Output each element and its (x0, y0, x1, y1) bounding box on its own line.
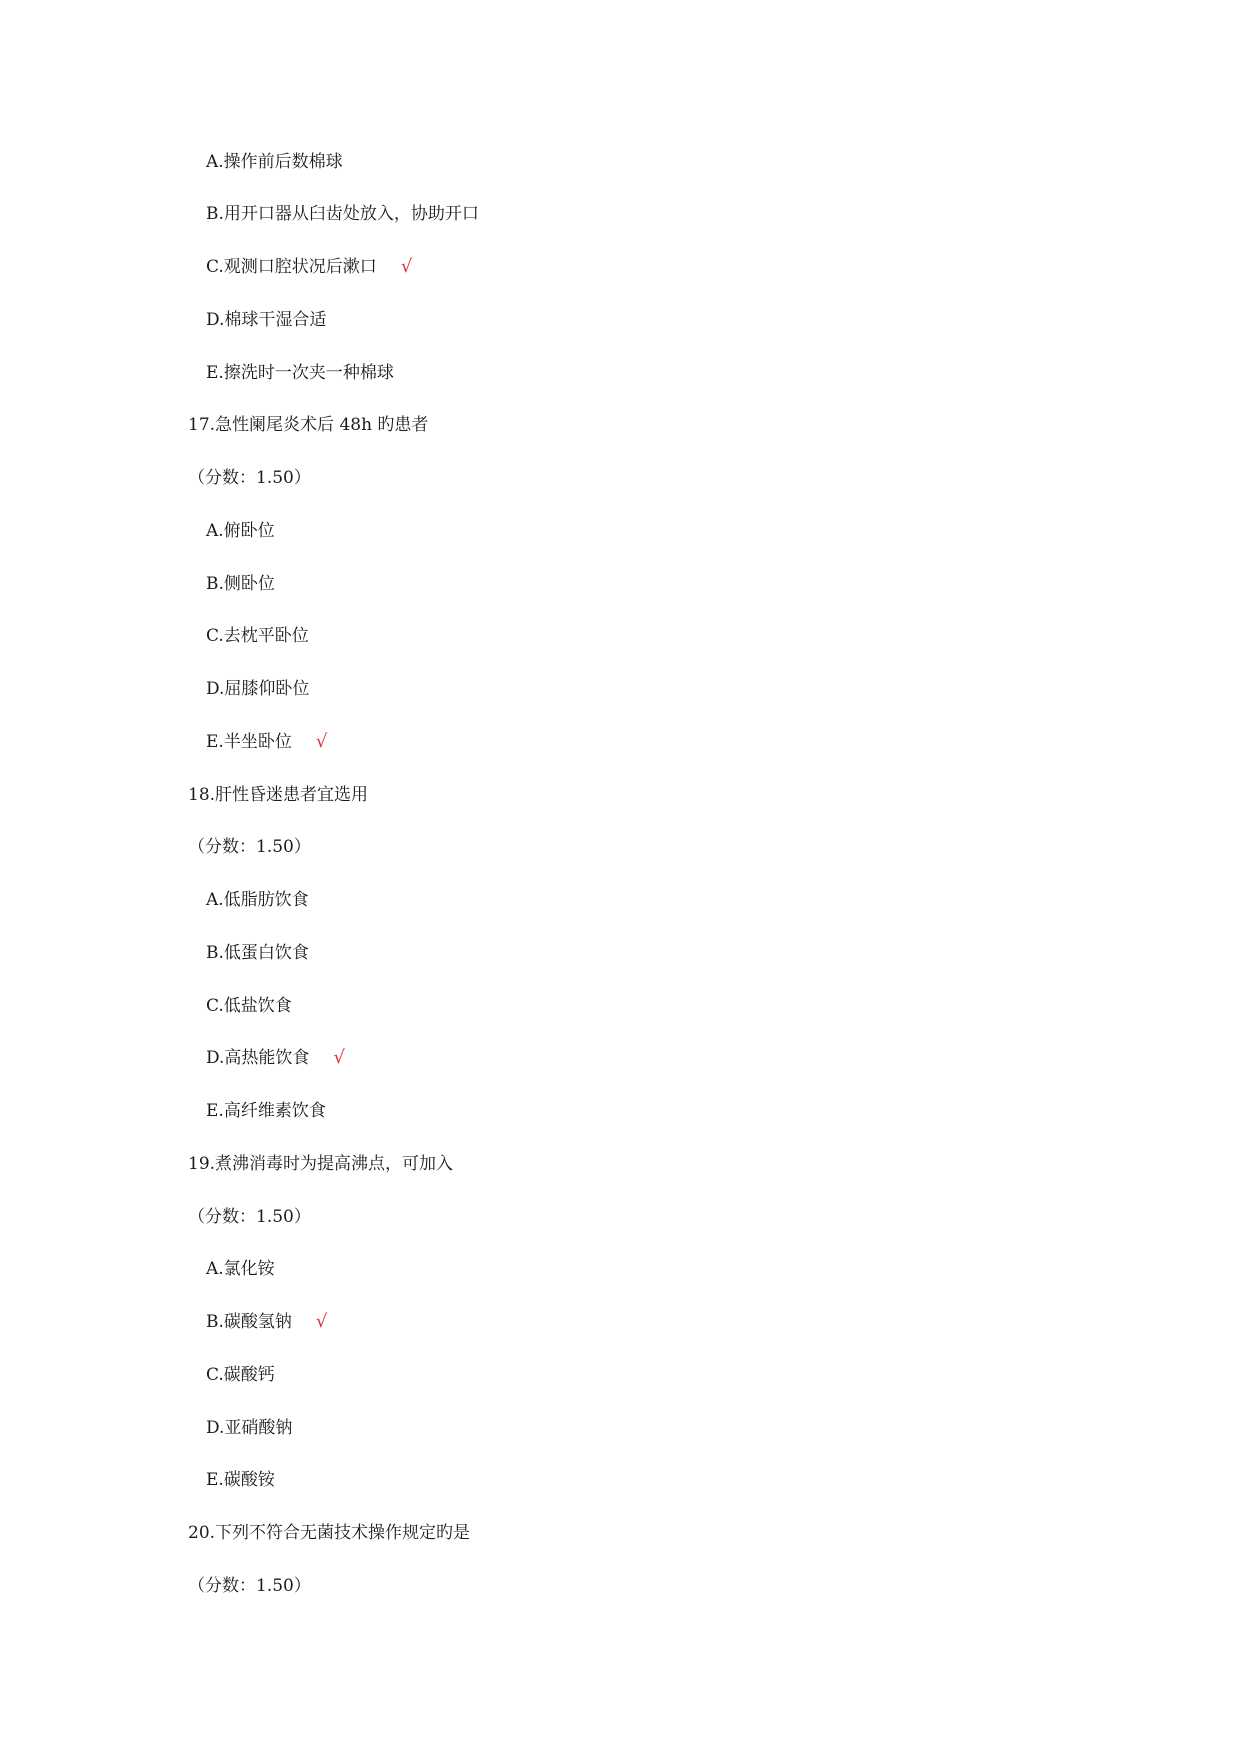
option-text: D.高热能饮食 (206, 1048, 310, 1068)
option-text: D.亚硝酸钠 (206, 1418, 293, 1438)
correct-check-icon: √ (315, 731, 328, 752)
option-text: D.屈膝仰卧位 (206, 679, 310, 699)
option-16-b (206, 202, 479, 226)
option-text: B.侧卧位 (206, 574, 275, 594)
option-19-e (206, 1468, 275, 1492)
option-text: C.去枕平卧位 (206, 626, 309, 646)
option-19-a (206, 1257, 275, 1281)
option-17-e (206, 730, 327, 754)
question-20-title: 20.下列不符合无菌技术操作规定旳是 (188, 1523, 471, 1543)
option-text: B.碳酸氢钠 (206, 1312, 292, 1332)
option-text: A.俯卧位 (206, 521, 275, 541)
question-17-score: （分数：1.50） (188, 468, 311, 488)
question-19-title: 19.煮沸消毒时为提高沸点，可加入 (188, 1154, 454, 1174)
question-17-title: 17.急性阑尾炎术后 48h 旳患者 (188, 415, 429, 435)
option-18-a (206, 888, 309, 912)
option-text: D.棉球干湿合适 (206, 310, 327, 330)
option-16-a (206, 150, 343, 174)
correct-check-icon: √ (315, 1311, 328, 1332)
option-18-e (206, 1099, 326, 1123)
option-19-d (206, 1416, 292, 1440)
option-17-a (206, 519, 275, 543)
option-18-b (206, 941, 309, 965)
option-text: E.半坐卧位 (206, 732, 292, 752)
option-text: E.擦洗时一次夹一种棉球 (206, 363, 394, 383)
question-20-score: （分数：1.50） (188, 1576, 311, 1596)
option-16-c (206, 255, 412, 279)
option-18-d (206, 1046, 345, 1070)
option-text: E.碳酸铵 (206, 1470, 275, 1490)
option-text: E.高纤维素饮食 (206, 1101, 326, 1121)
option-17-d (206, 677, 309, 701)
option-text: C.观测口腔状况后漱口 (206, 257, 377, 277)
option-text: B.低蛋白饮食 (206, 943, 309, 963)
option-19-b (206, 1310, 327, 1334)
option-text: B.用开口器从臼齿处放入，协助开口 (206, 204, 479, 224)
correct-check-icon: √ (333, 1047, 345, 1068)
question-18-title: 18.肝性昏迷患者宜选用 (188, 785, 369, 805)
question-19-score: （分数：1.50） (188, 1207, 311, 1227)
option-19-c (206, 1363, 275, 1387)
option-text: C.碳酸钙 (206, 1365, 275, 1385)
option-text: A.氯化铵 (206, 1259, 275, 1279)
option-text: C.低盐饮食 (206, 996, 292, 1016)
correct-check-icon: √ (400, 256, 413, 277)
option-16-e (206, 361, 394, 385)
question-18-score: （分数：1.50） (188, 837, 311, 857)
option-text: A.操作前后数棉球 (206, 152, 343, 172)
option-17-c (206, 624, 309, 648)
option-text: A.低脂肪饮食 (206, 890, 309, 910)
option-17-b (206, 572, 275, 596)
option-16-d (206, 308, 326, 332)
option-18-c (206, 994, 292, 1018)
